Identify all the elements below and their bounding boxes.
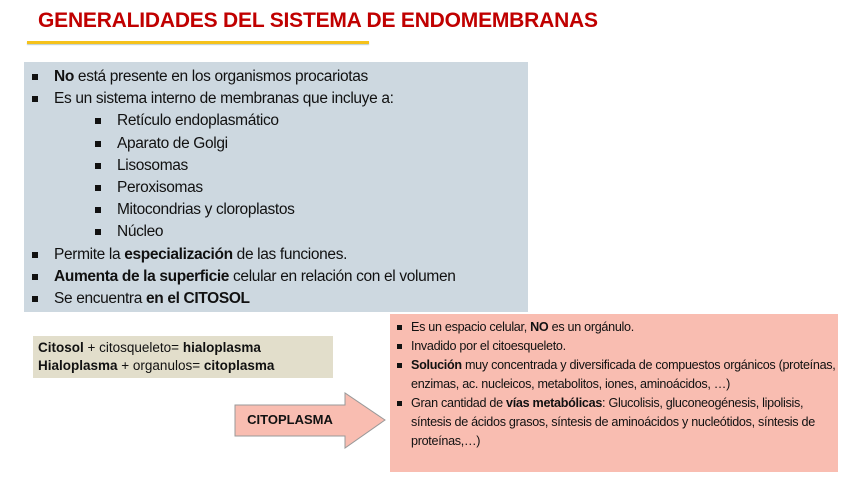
list-item	[24, 288, 528, 310]
term: Hialoplasma	[38, 358, 118, 373]
sub-list-item	[24, 110, 528, 132]
slide-title: GENERALIDADES DEL SISTEMA DE ENDOMEMBRANAS	[38, 9, 598, 32]
emphasis: NO	[530, 320, 549, 334]
emphasis: Solución	[411, 358, 462, 372]
item-text: Peroxisomas	[117, 179, 203, 197]
formula-box	[33, 336, 333, 378]
item-text: Mitocondrias y cloroplastos	[117, 201, 295, 219]
bullet-icon	[95, 141, 101, 147]
item-text: es un orgánulo.	[548, 320, 634, 334]
sub-list-item	[24, 133, 528, 155]
bullet-icon	[95, 163, 101, 169]
term: + citosqueleto=	[83, 340, 183, 355]
bullet-icon	[397, 401, 402, 406]
list-item	[390, 337, 838, 356]
item-text: celular en relación con el volumen	[229, 267, 456, 285]
emphasis: vías metabólicas	[506, 396, 603, 410]
bullet-icon	[95, 207, 101, 213]
list-item	[24, 266, 528, 288]
term: hialoplasma	[182, 340, 261, 355]
item-text: Es un sistema interno de membranas que incluye a:	[54, 90, 394, 108]
list-item	[24, 244, 528, 266]
sub-list-item	[24, 155, 528, 177]
endomembrane-summary-box	[24, 62, 528, 312]
item-text: Aparato de Golgi	[117, 134, 228, 152]
formula-line	[38, 357, 333, 375]
item-text: Es un espacio celular,	[411, 320, 531, 334]
item-text: Se encuentra	[54, 290, 146, 308]
bullet-icon	[397, 344, 402, 349]
emphasis: en el CITOSOL	[145, 290, 250, 308]
item-text: está presente en los organismos procariotas	[73, 68, 368, 85]
sub-list-item	[24, 177, 528, 199]
bullet-icon	[95, 185, 101, 191]
sub-list-item	[24, 221, 528, 243]
bullet-icon	[32, 252, 38, 258]
sub-list-item	[24, 199, 528, 221]
bullet-icon	[32, 274, 38, 280]
bullet-icon	[32, 96, 38, 102]
formula-line	[38, 339, 333, 357]
term: Citosol	[38, 340, 84, 355]
cytoplasm-info-box	[390, 314, 838, 472]
emphasis: No	[54, 68, 74, 85]
emphasis: Aumenta de la superficie	[54, 267, 230, 285]
list-item	[24, 66, 528, 88]
bullet-icon	[95, 229, 101, 235]
item-text: de las funciones.	[232, 245, 348, 263]
item-text: Invadido por el citoesqueleto.	[411, 339, 566, 353]
bullet-icon	[95, 118, 101, 124]
item-text: Lisosomas	[117, 156, 188, 174]
bullet-icon	[397, 325, 402, 330]
list-item	[24, 88, 528, 110]
bullet-icon	[32, 74, 38, 80]
bullet-icon	[397, 363, 402, 368]
list-item	[390, 394, 838, 451]
bullet-icon	[32, 296, 38, 302]
term: + organulos=	[117, 358, 204, 373]
arrow-label: CITOPLASMA	[247, 412, 333, 427]
title-underline	[27, 41, 369, 44]
item-text: Gran cantidad de	[411, 396, 507, 410]
list-item	[390, 318, 838, 337]
emphasis: especialización	[124, 245, 233, 263]
item-text: Retículo endoplasmático	[117, 112, 279, 130]
list-item	[390, 356, 838, 394]
item-text: Núcleo	[117, 223, 164, 241]
item-text: Permite la	[54, 245, 125, 263]
term: citoplasma	[203, 358, 275, 373]
item-text: : Glucolisis, gluconeogénesis, lipolisis, síntesis de ácidos grasos, síntesis de aminoácidos y nucleótidos, síntesis de proteínas,…)	[411, 396, 815, 448]
item-text: muy concentrada y diversificada de compuestos orgánicos (proteínas, enzimas, ac. nucleicos, metabolitos, iones, aminoácidos, …)	[411, 358, 836, 391]
